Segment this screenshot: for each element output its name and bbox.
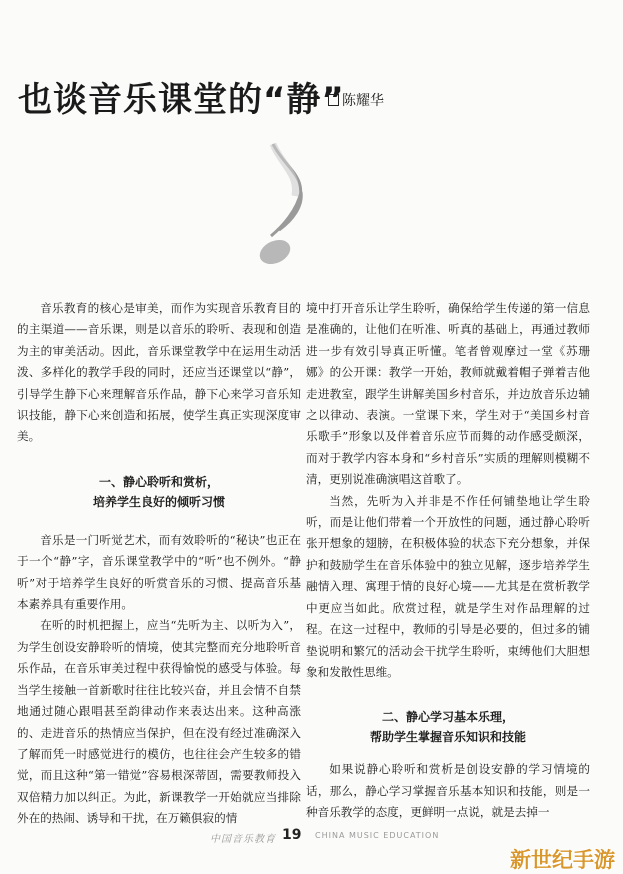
left-column [17,298,301,830]
right-column [306,298,590,824]
body-paragraph: 音乐是一门听觉艺术，而有效聆听的“秘诀”也正在于一个“静”字，音乐课堂教学中的“听”也不例外。“静听”对于培养学生良好的听赏音乐的习惯、提高音乐基本素养具有重要作用。 [17,532,301,612]
article-author [328,90,384,110]
section-heading-1-line2: 培养学生良好的倾听习惯 [92,494,225,509]
watermark-logo: 新世纪手游 [510,848,615,872]
body-paragraph: 如果说静心聆听和赏析是创设安静的学习情境的话，那么，静心学习掌握音乐基本知识和技能，则是一种音乐教学的态度，更鲜明一点说，就是去掉一 [306,762,590,820]
body-paragraph: 当然，先听为入并非是不作任何铺垫地让学生聆听，而是让他们带着一个开放性的问题，通过静心聆听张开想象的翅膀，在积极体验的状态下充分想象，并保护和鼓励学生在音乐体验中的独立见解，逐步培养学生融情入理、寓理于情的良好心境——尤其是在赏析教学中更应当如此。欣赏过程，就是学生对作品理解的过程。在这一过程中，教师的引导是必要的，但过多的铺垫说明和繁冗的活动会干扰学生聆听，束缚他们大胆想象和发散性思维。 [306,493,590,679]
intro-paragraph: 音乐教育的核心是审美，而作为实现音乐教育目的的主渠道——音乐课，则是以音乐的聆听、表现和创造为主的审美活动。因此，音乐课堂教学中在运用生动活泼、多样化的教学手段的同时，还应当还课堂以“静”，引导学生静下心来理解音乐作品，静下心来学习音乐知识技能，静下心来创造和拓展，使学生真正实现深度审美。 [17,301,301,444]
author-box-icon [328,94,339,106]
section-heading-2-line2: 帮助学生掌握音乐知识和技能 [369,730,526,745]
section-heading-2 [306,707,590,747]
section-heading-1 [17,472,301,512]
music-note-decoration [255,140,315,270]
footer-journal-name: 中国音乐教育 [210,834,276,845]
article-title: 也谈音乐课堂的“静” [18,80,345,120]
section-heading-1-line1: 一、静心聆听和赏析， [98,474,219,489]
continued-paragraph: 境中打开音乐让学生聆听，确保给学生传递的第一信息是准确的，让他们在听准、听真的基础上，再通过教师进一步有效引导真正听懂。笔者曾观摩过一堂《苏珊娜》的公开课：教学一开始，教师就戴着帽子弹着吉他走进教室，跟学生讲解美国乡村音乐，并边放音乐边辅之以律动、表演。一堂课下来，学生对于“美国乡村音乐歌手”形象以及伴着音乐应节而舞的动作感受颇深，而对于教学内容本身和“乡村音乐”实质的理解则模糊不清，更别说准确演唱这首歌了。 [306,301,590,487]
section-heading-2-line1: 二、静心学习基本乐理， [381,710,514,725]
author-name: 陈耀华 [342,93,384,109]
body-paragraph: 在听的时机把握上，应当“先听为主、以听为入”，为学生创设安静聆听的情境，使其完整而充分地聆听音乐作品，在音乐审美过程中获得愉悦的感受与体验。每当学生接触一首新歌时往往比较兴奋，并且会情不自禁地通过随心跟唱甚至韵律动作来表达出来。这种高涨的、走进音乐的热情应当保护，但在没有经过准确深入了解而凭一时感觉进行的模仿，也往往会产生较多的错觉，而且这种“第一错觉”容易根深蒂固，需要教师投入双倍精力加以纠正。为此，新课教学一开始就应当排除外在的热闹、诱导和干扰，在万籁俱寂的情 [17,618,301,826]
page-number: 19 [282,827,302,843]
footer-english-name: CHINA MUSIC EDUCATION [315,831,440,840]
